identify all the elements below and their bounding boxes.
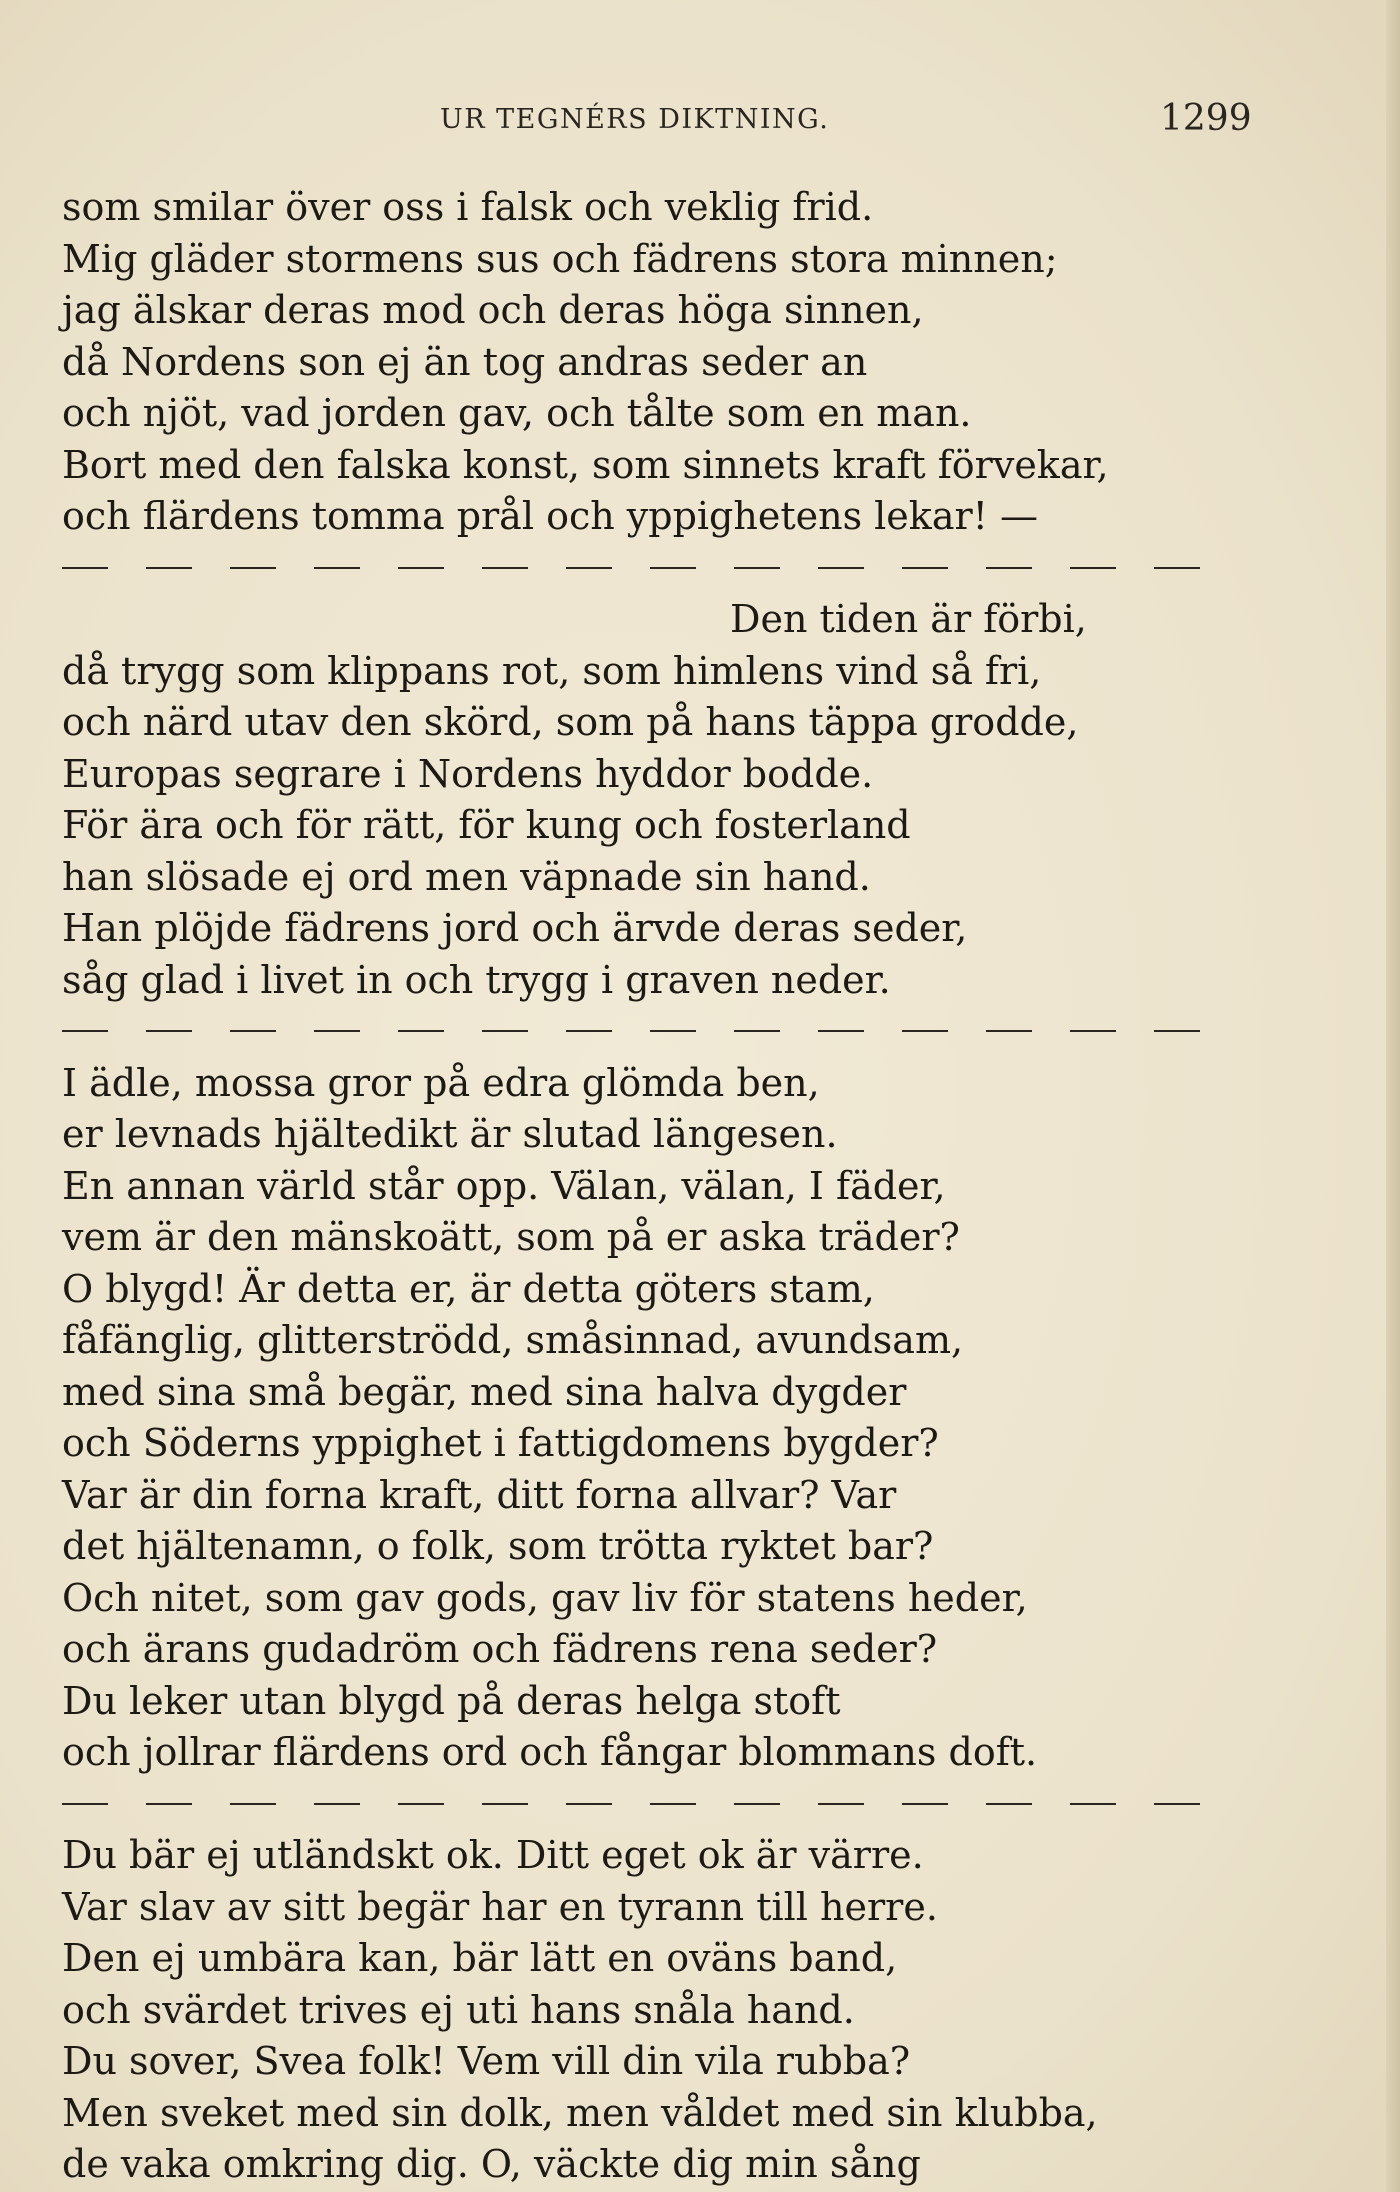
verse-line: I ädle, mossa gror på edra glömda ben, [62,1060,820,1105]
divider-dash [1070,1030,1116,1032]
divider-dash [1154,1030,1200,1032]
divider-dash [734,1030,780,1032]
verse-line: Mig gläder stormens sus och fädrens stora minnen; [62,236,1058,281]
divider-dash [986,567,1032,569]
verse-line: För ära och för rätt, för kung och fosterland [62,803,911,847]
verse-line: och jollrar flärdens ord och fångar blommans doft. [62,1730,1038,1774]
verse-line: Du leker utan blygd på deras helga stoft [62,1678,841,1723]
divider-dash [566,567,612,569]
divider-dash [230,567,276,569]
verse-line: då Nordens son ej än tog andras seder an [62,339,868,384]
divider-dash [398,1030,444,1032]
divider-dash [986,1803,1032,1805]
divider-dash [482,567,528,569]
divider-dash [566,1030,612,1032]
verse-line: och ärans gudadröm och fädrens rena seder? [62,1627,938,1671]
verse-line: Europas segrare i Nordens hyddor bodde. [62,751,874,796]
verse-line: fåfänglig, glitterströdd, småsinnad, avundsam, [62,1318,964,1362]
divider-dash [314,567,360,569]
verse-line: han slösade ej ord men väpnade sin hand. [62,854,871,899]
divider-dash [398,567,444,569]
divider-dash [650,567,696,569]
verse-line: Den ej umbära kan, bär lätt en oväns band, [62,1936,898,1980]
divider-dash [902,1030,948,1032]
divider-dash [1070,1803,1116,1805]
divider-dash [62,1030,108,1032]
verse-line: de vaka omkring dig. O, väckte dig min sång [62,2142,921,2186]
divider-dash [482,1030,528,1032]
divider-dash [902,567,948,569]
divider-dash [986,1030,1032,1032]
poem-text [62,182,1352,2191]
verse-line: O blygd! Är detta er, är detta göters stam, [62,1266,875,1311]
divider-dash [146,1030,192,1032]
divider-dash [62,567,108,569]
verse-line: vem är den mänskoätt, som på er aska träder? [62,1215,960,1259]
verse-line: som smilar över oss i falsk och veklig frid. [62,185,874,229]
divider-dash [818,567,864,569]
verse-line: Bort med den falska konst, som sinnets kraft förvekar, [62,442,1109,487]
divider-dash [230,1030,276,1032]
verse-line: Var är din forna kraft, ditt forna allvar? Var [62,1472,897,1517]
divider-dash [1154,567,1200,569]
divider-dash [650,1030,696,1032]
section-divider [62,1006,1352,1058]
verse-line: och Söderns yppighet i fattigdomens bygder? [62,1421,939,1465]
section-divider [62,543,1352,595]
divider-dash [734,567,780,569]
verse-line: Och nitet, som gav gods, gav liv för statens heder, [62,1575,1028,1620]
verse-line: Du bär ej utländskt ok. Ditt eget ok är värre. [62,1833,924,1877]
divider-dash [482,1803,528,1805]
divider-dash [62,1803,108,1805]
verse-line: Du sover, Svea folk! Vem vill din vila rubba? [62,2039,911,2083]
divider-dash [314,1030,360,1032]
running-header: UR TEGNÉRS DIKTNING. [440,104,830,135]
verse-line: Var slav av sitt begär har en tyrann till herre. [62,1884,938,1929]
verse-line: det hjältenamn, o folk, som trötta ryktet bar? [62,1524,934,1568]
divider-dash [818,1030,864,1032]
verse-line: såg glad i livet in och trygg i graven neder. [62,957,891,1002]
divider-dash [566,1803,612,1805]
page-edge [1386,0,1400,2192]
divider-dash [1070,567,1116,569]
verse-line: Men sveket med sin dolk, men våldet med sin klubba, [62,2090,1098,2135]
divider-dash [314,1803,360,1805]
divider-dash [902,1803,948,1805]
divider-dash [650,1803,696,1805]
verse-line: jag älskar deras mod och deras höga sinnen, [62,288,924,332]
divider-dash [146,1803,192,1805]
divider-dash [398,1803,444,1805]
divider-dash [818,1803,864,1805]
divider-dash [146,567,192,569]
divider-dash [1154,1803,1200,1805]
verse-line: er levnads hjältedikt är slutad längesen. [62,1112,838,1156]
divider-dash [230,1803,276,1805]
page-number: 1299 [1160,98,1252,139]
divider-dash [734,1803,780,1805]
verse-line: och svärdet trives ej uti hans snåla hand. [62,1987,855,2032]
verse-line: Den tiden är förbi, [730,597,1087,641]
verse-line: och närd utav den skörd, som på hans täppa grodde, [62,700,1079,744]
verse-line: då trygg som klippans rot, som himlens vind så fri, [62,648,1042,693]
verse-line: Han plöjde fädrens jord och ärvde deras seder, [62,906,968,950]
section-divider [62,1779,1352,1831]
verse-line: och njöt, vad jorden gav, och tålte som en man. [62,391,972,435]
verse-line: med sina små begär, med sina halva dygder [62,1369,907,1414]
verse-line: En annan värld står opp. Välan, välan, I fäder, [62,1163,946,1208]
verse-line: och flärdens tomma prål och yppighetens lekar! — [62,494,1038,538]
